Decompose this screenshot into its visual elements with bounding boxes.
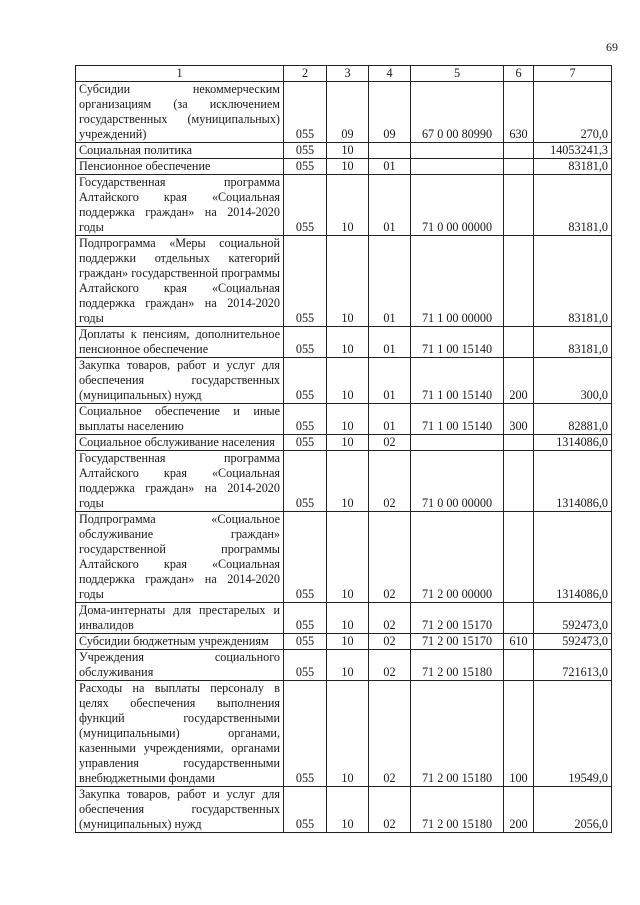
section-cell: 10: [327, 236, 369, 327]
expense-type-cell: 300: [504, 404, 534, 435]
ministry-code-cell: 055: [284, 159, 327, 175]
expense-type-cell: 200: [504, 358, 534, 404]
section-cell: 10: [327, 603, 369, 634]
target-article-cell: 67 0 00 80990: [411, 82, 504, 143]
ministry-code-cell: 055: [284, 634, 327, 650]
table-body: [76, 82, 612, 833]
section-cell: 10: [327, 327, 369, 358]
ministry-code-cell: 055: [284, 404, 327, 435]
section-cell: 10: [327, 143, 369, 159]
subsection-cell: 02: [369, 512, 411, 603]
subsection-cell: 01: [369, 404, 411, 435]
ministry-code-cell: 055: [284, 82, 327, 143]
amount-cell: 1314086,0: [534, 512, 612, 603]
section-cell: 10: [327, 435, 369, 451]
target-article-cell: 71 1 00 15140: [411, 358, 504, 404]
subsection-cell: 02: [369, 435, 411, 451]
subsection-cell: 01: [369, 159, 411, 175]
budget-table: [75, 65, 612, 833]
header-cell: 5: [411, 66, 504, 82]
row-name-cell: Расходы на выплаты персоналу в целях обеспечения выполнения функций государственными (муниципальными) органами, казенными учреждениями, органами управления государственными внебюджетными фондами: [76, 681, 284, 787]
amount-cell: 1314086,0: [534, 435, 612, 451]
subsection-cell: 02: [369, 650, 411, 681]
expense-type-cell: 630: [504, 82, 534, 143]
section-cell: 10: [327, 159, 369, 175]
table-row: [76, 634, 612, 650]
target-article-cell: 71 1 00 00000: [411, 236, 504, 327]
row-name-cell: Социальное обслуживание населения: [76, 435, 284, 451]
ministry-code-cell: 055: [284, 175, 327, 236]
amount-cell: 2056,0: [534, 787, 612, 833]
table-row: [76, 82, 612, 143]
section-cell: 10: [327, 634, 369, 650]
subsection-cell: 02: [369, 451, 411, 512]
ministry-code-cell: 055: [284, 435, 327, 451]
row-name-cell: Субсидии некоммерческим организациям (за исключением государственных (муниципальных) учреждений): [76, 82, 284, 143]
table-row: [76, 358, 612, 404]
ministry-code-cell: 055: [284, 787, 327, 833]
header-cell: 1: [76, 66, 284, 82]
expense-type-cell: [504, 159, 534, 175]
expense-type-cell: [504, 435, 534, 451]
row-name-cell: Закупка товаров, работ и услуг для обеспечения государственных (муниципальных) нужд: [76, 358, 284, 404]
amount-cell: 83181,0: [534, 236, 612, 327]
target-article-cell: 71 0 00 00000: [411, 175, 504, 236]
ministry-code-cell: 055: [284, 512, 327, 603]
row-name-cell: Социальное обеспечение и иные выплаты населению: [76, 404, 284, 435]
table-row: [76, 451, 612, 512]
amount-cell: 721613,0: [534, 650, 612, 681]
table-row: [76, 681, 612, 787]
amount-cell: 19549,0: [534, 681, 612, 787]
header-cell: 6: [504, 66, 534, 82]
target-article-cell: 71 2 00 00000: [411, 512, 504, 603]
row-name-cell: Пенсионное обеспечение: [76, 159, 284, 175]
row-name-cell: Закупка товаров, работ и услуг для обеспечения государственных (муниципальных) нужд: [76, 787, 284, 833]
amount-cell: 83181,0: [534, 159, 612, 175]
subsection-cell: 01: [369, 236, 411, 327]
amount-cell: 592473,0: [534, 603, 612, 634]
row-name-cell: Доплаты к пенсиям, дополнительное пенсионное обеспечение: [76, 327, 284, 358]
header-cell: 7: [534, 66, 612, 82]
table-row: [76, 327, 612, 358]
target-article-cell: 71 2 00 15170: [411, 603, 504, 634]
row-name-cell: Подпрограмма «Меры социальной поддержки отдельных категорий граждан» государственной программы Алтайского края «Социальная поддержка граждан» на 2014-2020 годы: [76, 236, 284, 327]
section-cell: 10: [327, 787, 369, 833]
amount-cell: 83181,0: [534, 327, 612, 358]
table-row: [76, 435, 612, 451]
subsection-cell: 02: [369, 787, 411, 833]
section-cell: 10: [327, 175, 369, 236]
subsection-cell: 01: [369, 175, 411, 236]
subsection-cell: 01: [369, 358, 411, 404]
subsection-cell: 09: [369, 82, 411, 143]
table-row: [76, 404, 612, 435]
ministry-code-cell: 055: [284, 236, 327, 327]
row-name-cell: Субсидии бюджетным учреждениям: [76, 634, 284, 650]
subsection-cell: [369, 143, 411, 159]
target-article-cell: 71 1 00 15140: [411, 327, 504, 358]
section-cell: 09: [327, 82, 369, 143]
row-name-cell: Дома-интернаты для престарелых и инвалидов: [76, 603, 284, 634]
amount-cell: 300,0: [534, 358, 612, 404]
expense-type-cell: [504, 512, 534, 603]
target-article-cell: 71 2 00 15180: [411, 787, 504, 833]
row-name-cell: Подпрограмма «Социальное обслуживание граждан» государственной программы Алтайского края «Социальная поддержка граждан» на 2014-2020 годы: [76, 512, 284, 603]
table-row: [76, 787, 612, 833]
amount-cell: 270,0: [534, 82, 612, 143]
expense-type-cell: [504, 175, 534, 236]
target-article-cell: [411, 143, 504, 159]
expense-type-cell: 200: [504, 787, 534, 833]
table-row: [76, 143, 612, 159]
ministry-code-cell: 055: [284, 451, 327, 512]
header-cell: 2: [284, 66, 327, 82]
target-article-cell: 71 1 00 15140: [411, 404, 504, 435]
table-row: [76, 603, 612, 634]
subsection-cell: 01: [369, 327, 411, 358]
expense-type-cell: [504, 327, 534, 358]
table-row: [76, 175, 612, 236]
target-article-cell: [411, 435, 504, 451]
expense-type-cell: 610: [504, 634, 534, 650]
ministry-code-cell: 055: [284, 358, 327, 404]
subsection-cell: 02: [369, 681, 411, 787]
header-row: [76, 66, 612, 82]
expense-type-cell: 100: [504, 681, 534, 787]
table-row: [76, 512, 612, 603]
target-article-cell: 71 2 00 15180: [411, 681, 504, 787]
table-row: [76, 650, 612, 681]
amount-cell: 1314086,0: [534, 451, 612, 512]
table-row: [76, 159, 612, 175]
ministry-code-cell: 055: [284, 681, 327, 787]
subsection-cell: 02: [369, 603, 411, 634]
target-article-cell: [411, 159, 504, 175]
header-cell: 4: [369, 66, 411, 82]
page-number: 69: [606, 40, 618, 54]
subsection-cell: 02: [369, 634, 411, 650]
section-cell: 10: [327, 451, 369, 512]
row-name-cell: Государственная программа Алтайского края «Социальная поддержка граждан» на 2014-2020 годы: [76, 451, 284, 512]
expense-type-cell: [504, 650, 534, 681]
row-name-cell: Учреждения социального обслуживания: [76, 650, 284, 681]
row-name-cell: Социальная политика: [76, 143, 284, 159]
expense-type-cell: [504, 603, 534, 634]
expense-type-cell: [504, 143, 534, 159]
target-article-cell: 71 2 00 15170: [411, 634, 504, 650]
section-cell: 10: [327, 512, 369, 603]
target-article-cell: 71 2 00 15180: [411, 650, 504, 681]
amount-cell: 592473,0: [534, 634, 612, 650]
amount-cell: 83181,0: [534, 175, 612, 236]
section-cell: 10: [327, 650, 369, 681]
amount-cell: 82881,0: [534, 404, 612, 435]
section-cell: 10: [327, 681, 369, 787]
section-cell: 10: [327, 404, 369, 435]
section-cell: 10: [327, 358, 369, 404]
header-cell: 3: [327, 66, 369, 82]
ministry-code-cell: 055: [284, 143, 327, 159]
ministry-code-cell: 055: [284, 650, 327, 681]
row-name-cell: Государственная программа Алтайского края «Социальная поддержка граждан» на 2014-2020 годы: [76, 175, 284, 236]
target-article-cell: 71 0 00 00000: [411, 451, 504, 512]
table-row: [76, 236, 612, 327]
expense-type-cell: [504, 236, 534, 327]
ministry-code-cell: 055: [284, 603, 327, 634]
ministry-code-cell: 055: [284, 327, 327, 358]
amount-cell: 14053241,3: [534, 143, 612, 159]
expense-type-cell: [504, 451, 534, 512]
